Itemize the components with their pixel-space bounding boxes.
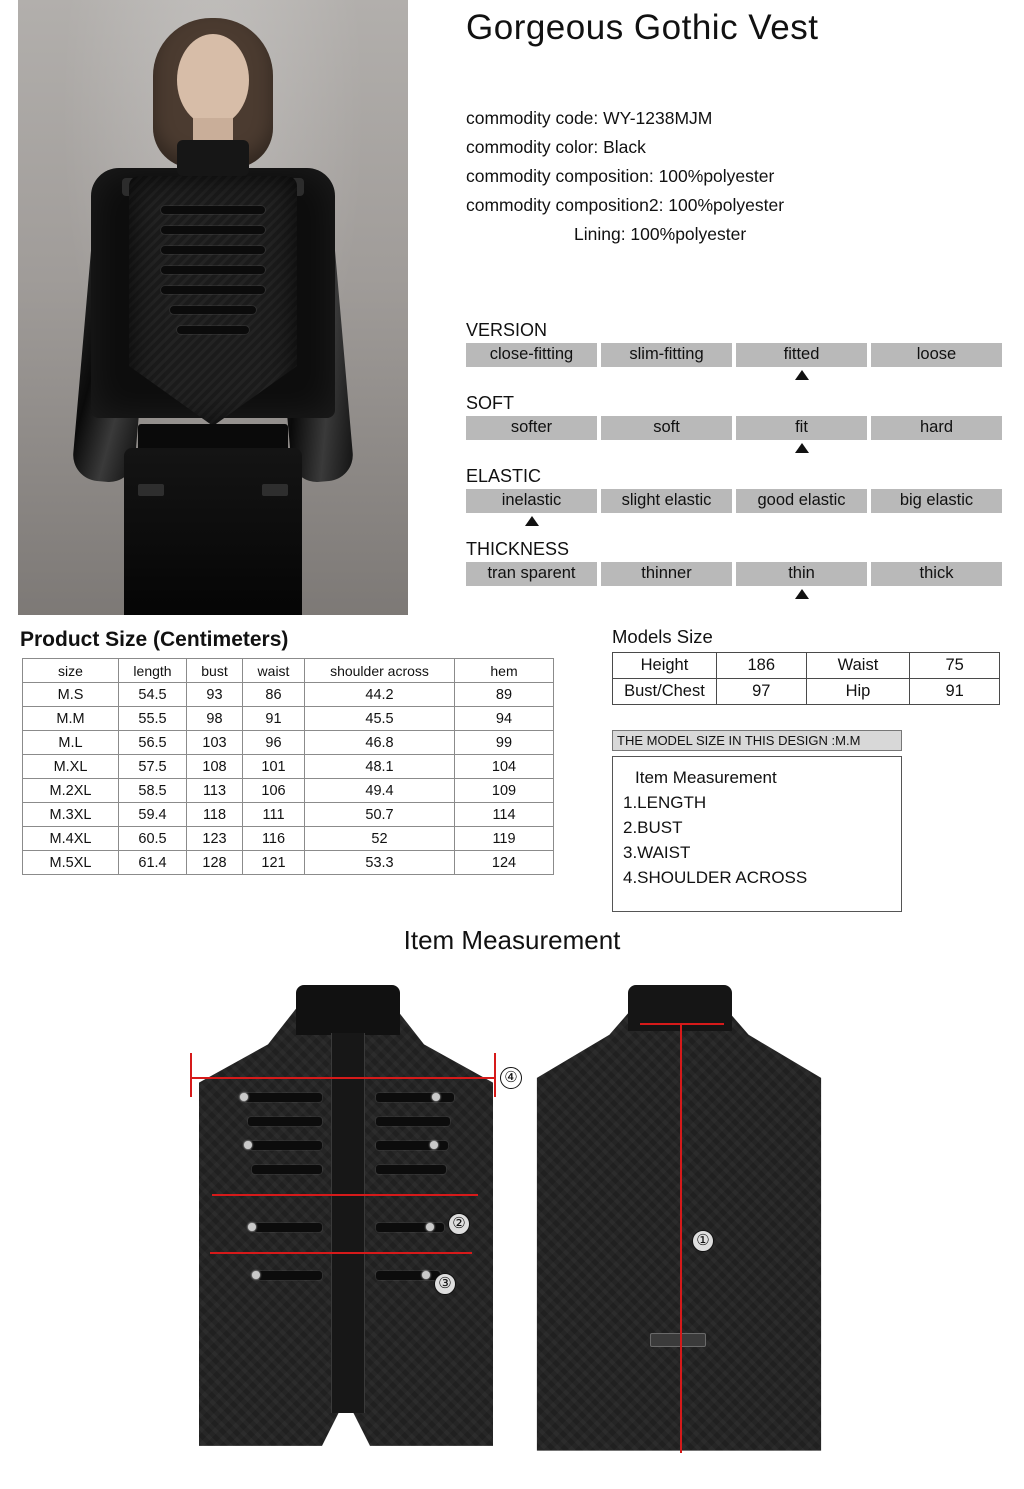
scale-thickness-option-3[interactable]: thick: [871, 562, 1002, 586]
front-stud-2: [432, 1093, 440, 1101]
table-row: [23, 683, 554, 707]
vest-braid-2: [161, 226, 265, 234]
cell-size: M.3XL: [23, 803, 119, 827]
front-braid-left-3: [250, 1141, 322, 1150]
front-stud-1: [240, 1093, 248, 1101]
scale-thickness-option-0[interactable]: tran sparent: [466, 562, 597, 586]
scale-version-option-2[interactable]: fitted: [736, 343, 867, 367]
table-row: [23, 707, 554, 731]
measure-line-shoulder: [190, 1077, 496, 1079]
scale-version-option-3[interactable]: loose: [871, 343, 1002, 367]
front-stud-6: [426, 1223, 434, 1231]
attribute-scales: [466, 320, 1002, 612]
spec-composition: commodity composition: 100%polyester: [466, 166, 775, 186]
measure-marker-shoulder: ④: [500, 1067, 522, 1089]
scale-soft-label: SOFT: [466, 393, 514, 413]
cell-hem: 104: [455, 755, 554, 779]
item-measurement-diagram-title: Item Measurement: [403, 925, 621, 955]
cell-hem: 124: [455, 851, 554, 875]
vest-braid-4: [161, 266, 265, 274]
measurement-item-bust: 2.BUST: [623, 818, 683, 837]
col-hem: hem: [455, 659, 554, 683]
front-braid-right-2: [376, 1117, 450, 1126]
measure-line-bust: [212, 1194, 478, 1196]
cell-shoulder: 52: [305, 827, 455, 851]
cell-size: M.S: [23, 683, 119, 707]
col-waist: waist: [243, 659, 305, 683]
cell-hem: 94: [455, 707, 554, 731]
vest-braid-1: [161, 206, 265, 214]
size-tables-section: [0, 620, 1024, 920]
cell-hem: 119: [455, 827, 554, 851]
cell-length: 61.4: [119, 851, 187, 875]
front-stud-3: [244, 1141, 252, 1149]
cell-length: 57.5: [119, 755, 187, 779]
spec-composition2: commodity composition2: 100%polyester: [466, 195, 785, 215]
cell-hem: 109: [455, 779, 554, 803]
cell-bust: 113: [187, 779, 243, 803]
front-braid-left-6: [258, 1271, 322, 1280]
page-title: Gorgeous Gothic Vest: [466, 8, 819, 47]
front-stud-7: [252, 1271, 260, 1279]
product-size-heading: Product Size (Centimeters): [20, 628, 289, 651]
cell-length: 54.5: [119, 683, 187, 707]
model-pants: [124, 448, 302, 615]
table-row: [23, 731, 554, 755]
model-waist-value: 75: [910, 653, 1000, 679]
models-size-table: [612, 652, 1000, 705]
cell-hem: 99: [455, 731, 554, 755]
spec-lining: Lining: 100%polyester: [574, 224, 747, 244]
scale-elastic-option-0[interactable]: inelastic: [466, 489, 597, 513]
product-specs: [466, 104, 784, 249]
model-height-label: Height: [613, 653, 717, 679]
cell-shoulder: 53.3: [305, 851, 455, 875]
measurement-item-waist: 3.WAIST: [623, 843, 691, 862]
model-bust-value: 97: [716, 679, 806, 705]
cell-waist: 116: [243, 827, 305, 851]
cell-bust: 103: [187, 731, 243, 755]
vest-braid-6: [170, 306, 256, 314]
scale-thickness-option-1[interactable]: thinner: [601, 562, 732, 586]
table-row: [23, 755, 554, 779]
scale-elastic: [466, 466, 1002, 525]
measure-line-length: [680, 1023, 682, 1453]
front-braid-left-5: [254, 1223, 322, 1232]
model-hip-value: 91: [910, 679, 1000, 705]
scale-version-label: VERSION: [466, 320, 548, 340]
cell-length: 56.5: [119, 731, 187, 755]
cell-shoulder: 50.7: [305, 803, 455, 827]
table-row: [23, 851, 554, 875]
cell-size: M.L: [23, 731, 119, 755]
scale-elastic-option-2[interactable]: good elastic: [736, 489, 867, 513]
measure-tick-shoulder-right: [494, 1053, 496, 1097]
cell-length: 59.4: [119, 803, 187, 827]
cell-waist: 86: [243, 683, 305, 707]
spec-commodity-code: commodity code: WY-1238MJM: [466, 108, 713, 128]
col-length: length: [119, 659, 187, 683]
vest-braid-3: [161, 246, 265, 254]
vest-front-placket: [331, 1033, 365, 1413]
measure-tick-shoulder-left: [190, 1053, 192, 1097]
cell-size: M.XL: [23, 755, 119, 779]
spec-commodity-color: commodity color: Black: [466, 137, 646, 157]
measure-line-length-top: [640, 1023, 724, 1025]
cell-shoulder: 44.2: [305, 683, 455, 707]
front-braid-left-1: [244, 1093, 322, 1102]
table-row: [23, 779, 554, 803]
scale-version-option-0[interactable]: close-fitting: [466, 343, 597, 367]
cell-bust: 128: [187, 851, 243, 875]
col-bust: bust: [187, 659, 243, 683]
cell-hem: 114: [455, 803, 554, 827]
model-hip-label: Hip: [806, 679, 910, 705]
front-braid-right-4: [376, 1165, 446, 1174]
front-braid-left-4: [252, 1165, 322, 1174]
cell-waist: 121: [243, 851, 305, 875]
cell-size: M.5XL: [23, 851, 119, 875]
measure-line-waist: [210, 1252, 472, 1254]
scale-soft-option-0[interactable]: softer: [466, 416, 597, 440]
vest-back-illustration: [534, 987, 824, 1465]
cell-bust: 98: [187, 707, 243, 731]
front-braid-right-1: [376, 1093, 454, 1102]
measurement-diagram: [0, 975, 1024, 1485]
vest-braid-7: [177, 326, 249, 334]
scale-version-option-1[interactable]: slim-fitting: [601, 343, 732, 367]
cell-waist: 101: [243, 755, 305, 779]
front-stud-5: [248, 1223, 256, 1231]
model-size-note: THE MODEL SIZE IN THIS DESIGN :M.M: [612, 730, 902, 751]
scale-elastic-option-1[interactable]: slight elastic: [601, 489, 732, 513]
product-size-table: [22, 658, 554, 875]
cell-length: 58.5: [119, 779, 187, 803]
scale-soft: [466, 393, 1002, 452]
vest-braid-5: [161, 286, 265, 294]
table-row: [23, 827, 554, 851]
model-height-value: 186: [716, 653, 806, 679]
front-stud-8: [422, 1271, 430, 1279]
cell-length: 60.5: [119, 827, 187, 851]
measurement-item-length: 1.LENGTH: [623, 793, 707, 812]
measure-marker-bust: ②: [448, 1213, 470, 1235]
table-row: [23, 803, 554, 827]
scale-version: [466, 320, 1002, 379]
cell-waist: 96: [243, 731, 305, 755]
model-head: [177, 34, 249, 126]
cell-bust: 108: [187, 755, 243, 779]
model-bust-label: Bust/Chest: [613, 679, 717, 705]
cell-bust: 123: [187, 827, 243, 851]
table-row: [613, 679, 1000, 705]
table-header-row: [23, 659, 554, 683]
front-stud-4: [430, 1141, 438, 1149]
scale-soft-option-3[interactable]: hard: [871, 416, 1002, 440]
cell-shoulder: 49.4: [305, 779, 455, 803]
cell-hem: 89: [455, 683, 554, 707]
item-measurement-list: [612, 756, 902, 912]
cell-shoulder: 48.1: [305, 755, 455, 779]
product-photo: [18, 0, 408, 615]
cell-length: 55.5: [119, 707, 187, 731]
model-waist-label: Waist: [806, 653, 910, 679]
cell-waist: 106: [243, 779, 305, 803]
cell-size: M.2XL: [23, 779, 119, 803]
product-header-section: [0, 0, 1024, 620]
cell-size: M.M: [23, 707, 119, 731]
cell-waist: 111: [243, 803, 305, 827]
scale-elastic-label: ELASTIC: [466, 466, 542, 486]
measure-marker-waist: ③: [434, 1273, 456, 1295]
cell-bust: 93: [187, 683, 243, 707]
front-braid-left-2: [248, 1117, 322, 1126]
table-row: [613, 653, 1000, 679]
scale-elastic-option-3[interactable]: big elastic: [871, 489, 1002, 513]
cell-bust: 118: [187, 803, 243, 827]
cell-shoulder: 45.5: [305, 707, 455, 731]
scale-thickness-label: THICKNESS: [466, 539, 570, 559]
vest-back-buckle: [650, 1333, 706, 1347]
measurement-item-shoulder: 4.SHOULDER ACROSS: [623, 868, 808, 887]
measure-marker-length: ①: [692, 1230, 714, 1252]
scale-thickness-option-2[interactable]: thin: [736, 562, 867, 586]
models-size-heading: Models Size: [612, 626, 713, 647]
col-shoulder-across: shoulder across: [305, 659, 455, 683]
col-size: size: [23, 659, 119, 683]
vest-collar: [177, 140, 249, 176]
cell-waist: 91: [243, 707, 305, 731]
front-braid-right-6: [376, 1271, 440, 1280]
cell-size: M.4XL: [23, 827, 119, 851]
vest-front-collar: [296, 985, 400, 1035]
cell-shoulder: 46.8: [305, 731, 455, 755]
item-measurement-box-title: Item Measurement: [635, 768, 777, 787]
scale-soft-option-2[interactable]: fit: [736, 416, 867, 440]
scale-thickness: [466, 539, 1002, 598]
scale-soft-option-1[interactable]: soft: [601, 416, 732, 440]
